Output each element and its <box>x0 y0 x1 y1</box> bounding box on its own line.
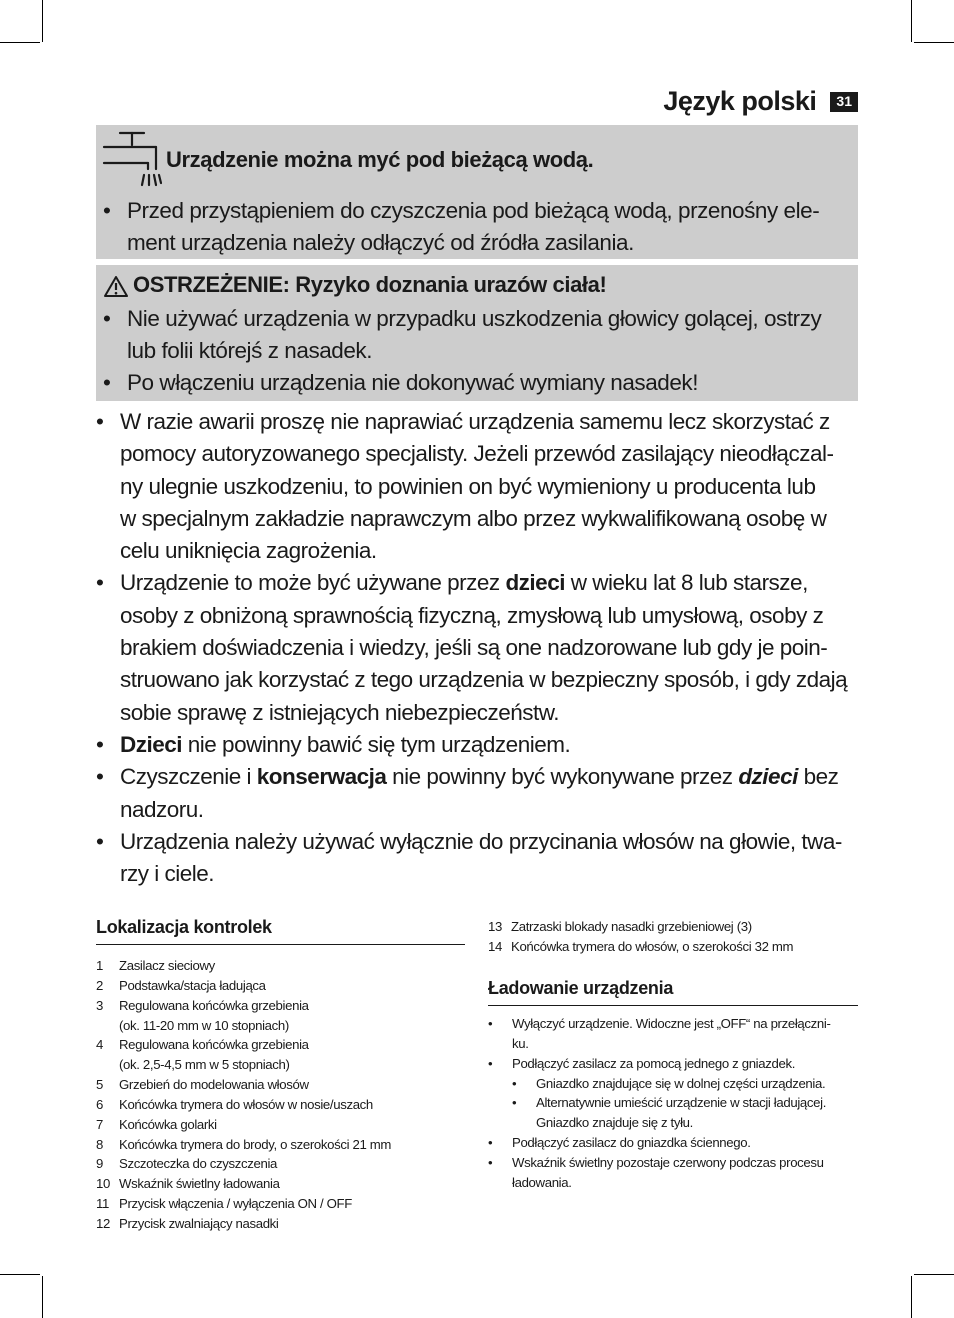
bullet: • <box>96 828 104 854</box>
list-item <box>96 1214 465 1234</box>
list-item <box>103 195 843 259</box>
item-number: 11 <box>96 1196 109 1212</box>
list-item <box>488 917 860 937</box>
list-item <box>488 937 860 957</box>
warning-title: OSTRZEŻENIE: Ryzyko doznania urazów ciała! <box>133 272 607 297</box>
instruction-text: bez <box>797 764 839 790</box>
bullet: • <box>512 1095 517 1111</box>
item-text: (ok. 11-20 mm w 10 stopniach) <box>119 1017 289 1033</box>
bullet: • <box>103 370 111 395</box>
list-item <box>96 1174 465 1194</box>
item-number: 5 <box>96 1077 103 1093</box>
list-item <box>96 1194 465 1214</box>
instruction-text: W razie awarii proszę nie naprawiać urządzenia samemu lecz skorzystać z <box>120 409 830 434</box>
list-item <box>488 1133 860 1153</box>
item-number: 10 <box>96 1176 110 1192</box>
charging-heading: Ładowanie urządzenia <box>488 978 858 1006</box>
item-number: 14 <box>488 938 502 954</box>
list-item <box>96 1135 465 1155</box>
warning-text: Nie używać urządzenia w przypadku uszkodzenia głowicy golącej, ostrzy <box>127 306 822 331</box>
instruction-text: Podłączyć zasilacz do gniazdka ściennego. <box>512 1135 751 1151</box>
item-text: Regulowana końcówka grzebienia <box>119 997 309 1013</box>
item-number: 6 <box>96 1096 103 1112</box>
bullet: • <box>488 1154 493 1170</box>
item-number: 13 <box>488 919 502 934</box>
instruction-text: ku. <box>512 1035 529 1051</box>
instruction-text: Gniazdko znajduje się z tyłu. <box>536 1115 693 1131</box>
list-item <box>96 1075 465 1095</box>
instruction-text: pomocy autoryzowanego specjalisty. Jeżeli przewód zasilający nieodłączal- <box>120 441 834 467</box>
bullet: • <box>96 409 104 434</box>
bullet: • <box>488 1055 493 1071</box>
instruction-text: Wskaźnik świetlny pozostaje czerwony podczas procesu <box>512 1154 824 1170</box>
item-text: (ok. 2,5-4,5 mm w 5 stopniach) <box>119 1057 290 1073</box>
item-text: Końcówka trymera do włosów, o szerokości 32 mm <box>511 938 794 954</box>
page-title: Język polski <box>663 86 817 116</box>
crop-mark <box>0 42 40 43</box>
item-number: 3 <box>96 997 103 1013</box>
instruction-text: ny ulegnie uszkodzeniu, to powinien on być wymieniony u producenta lub <box>120 473 816 499</box>
instruction-text: rzy i ciele. <box>120 861 215 887</box>
sub-list-item <box>488 1074 860 1094</box>
item-text: Zatrzaski blokady nasadki grzebieniowej (3) <box>511 919 752 934</box>
crop-mark <box>42 0 43 42</box>
item-text: Podstawka/stacja ładująca <box>119 977 266 993</box>
bullet: • <box>512 1075 517 1091</box>
item-text: Grzebień do modelowania włosów <box>119 1077 309 1093</box>
water-notice-box <box>96 125 858 259</box>
warning-box <box>96 265 858 401</box>
list-item <box>103 303 843 367</box>
warning-text: lub folii którejś z nasadek. <box>127 338 373 363</box>
item-number: 1 <box>96 958 103 973</box>
instruction-text: Urządzenia należy używać wyłącznie do przycinania włosów na głowie, twa- <box>120 828 842 854</box>
list-item <box>96 406 860 567</box>
list-item <box>96 1095 465 1115</box>
instruction-text: Urządzenie to może być używane przez <box>120 570 506 596</box>
bullet: • <box>103 198 111 223</box>
water-tap-icon <box>102 131 162 189</box>
instruction-text: osoby z obniżoną sprawnością fizyczną, zmysłową lub umysłową, osoby z <box>120 602 824 628</box>
instruction-text: struowano jak korzystać z tego urządzenia w bezpieczny sposób, i gdy zdają <box>120 667 848 693</box>
bullet: • <box>103 306 111 331</box>
crop-mark <box>0 1274 40 1275</box>
item-number: 4 <box>96 1037 103 1053</box>
instruction-text: w wieku lat 8 lub starsze, <box>564 570 808 596</box>
item-text: Końcówka golarki <box>119 1116 217 1132</box>
instruction-text: Gniazdko znajdujące się w dolnej części urządzenia. <box>536 1075 826 1091</box>
emphasis-text: konserwacja <box>256 764 387 790</box>
emphasis-text: dzieci <box>738 764 798 790</box>
item-number: 7 <box>96 1116 103 1132</box>
controls-list-continued <box>488 917 860 957</box>
list-item <box>488 1014 860 1054</box>
sub-list-item <box>488 1093 860 1133</box>
list-item <box>96 729 860 761</box>
crop-mark <box>911 0 912 42</box>
bullet: • <box>96 570 104 596</box>
water-notice-text: Przed przystąpieniem do czyszczenia pod bieżącą wodą, przenośny ele- <box>127 198 820 223</box>
list-item <box>96 996 465 1016</box>
item-text: Przycisk zwalniający nasadki <box>119 1215 279 1231</box>
warning-text: Po włączeniu urządzenia nie dokonywać wymiany nasadek! <box>127 370 699 395</box>
item-text: Wskaźnik świetlny ładowania <box>119 1176 280 1192</box>
page-number: 31 <box>830 92 858 112</box>
item-number: 8 <box>96 1136 103 1152</box>
instruction-text: Wyłączyć urządzenie. Widoczne jest „OFF“ na przełączni- <box>512 1016 831 1031</box>
list-item <box>96 1035 465 1055</box>
list-item <box>96 1154 465 1174</box>
bullet: • <box>96 731 104 757</box>
bullet: • <box>96 764 104 790</box>
controls-list <box>96 956 465 1234</box>
bullet: • <box>488 1016 493 1031</box>
list-item <box>96 826 860 891</box>
item-number: 12 <box>96 1215 110 1231</box>
emphasis-text: Dzieci <box>120 731 183 757</box>
water-notice-title: Urządzenie można myć pod bieżącą wodą. <box>166 147 594 172</box>
emphasis-text: dzieci <box>505 570 565 596</box>
item-text: Szczoteczka do czyszczenia <box>119 1156 278 1172</box>
page-header <box>663 86 858 117</box>
item-text: Końcówka trymera do włosów w nosie/uszach <box>119 1096 373 1112</box>
instruction-text: celu uniknięcia zagrożenia. <box>120 538 377 564</box>
instruction-text: Czyszczenie i <box>120 764 257 790</box>
controls-heading: Lokalizacja kontrolek <box>96 917 465 945</box>
list-item <box>96 956 465 976</box>
list-item <box>96 761 860 826</box>
list-item <box>96 1115 465 1135</box>
instruction-text: brakiem doświadczenia i wiedzy, jeśli są one nadzorowane lub gdy je poin- <box>120 635 828 661</box>
crop-mark <box>914 42 954 43</box>
item-number: 9 <box>96 1156 103 1172</box>
list-item <box>96 567 860 728</box>
crop-mark <box>911 1276 912 1318</box>
list-item <box>488 1153 860 1193</box>
water-notice-text: ment urządzenia należy odłączyć od źródła zasilania. <box>127 230 634 255</box>
list-item <box>103 367 843 399</box>
charging-instructions <box>488 1014 860 1193</box>
instruction-text: Podłączyć zasilacz za pomocą jednego z gniazdek. <box>512 1055 796 1071</box>
crop-mark <box>914 1274 954 1275</box>
item-text: Przycisk włączenia / wyłączenia ON / OFF <box>119 1196 352 1212</box>
instruction-text: nie powinny bawić się tym urządzeniem. <box>182 731 571 757</box>
item-text: Regulowana końcówka grzebienia <box>119 1037 309 1053</box>
list-item <box>96 976 465 996</box>
bullet: • <box>488 1135 493 1151</box>
instruction-text: nie powinny być wykonywane przez <box>386 764 739 790</box>
item-number: 2 <box>96 977 103 993</box>
instruction-text: sobie sprawę z istniejących niebezpieczeństw. <box>120 699 559 725</box>
safety-instructions <box>96 406 860 890</box>
crop-mark <box>42 1276 43 1318</box>
warning-triangle-icon <box>103 275 129 298</box>
instruction-text: ładowania. <box>512 1174 572 1190</box>
instruction-text: nadzoru. <box>120 796 204 822</box>
list-item <box>488 1054 860 1074</box>
instruction-text: w specjalnym zakładzie naprawczym albo przez wykwalifikowaną osobę w <box>120 505 827 531</box>
instruction-text: Alternatywnie umieścić urządzenie w stacji ładującej. <box>536 1095 827 1111</box>
item-text: Końcówka trymera do brody, o szerokości 21 mm <box>119 1136 392 1152</box>
item-text: Zasilacz sieciowy <box>119 958 215 973</box>
